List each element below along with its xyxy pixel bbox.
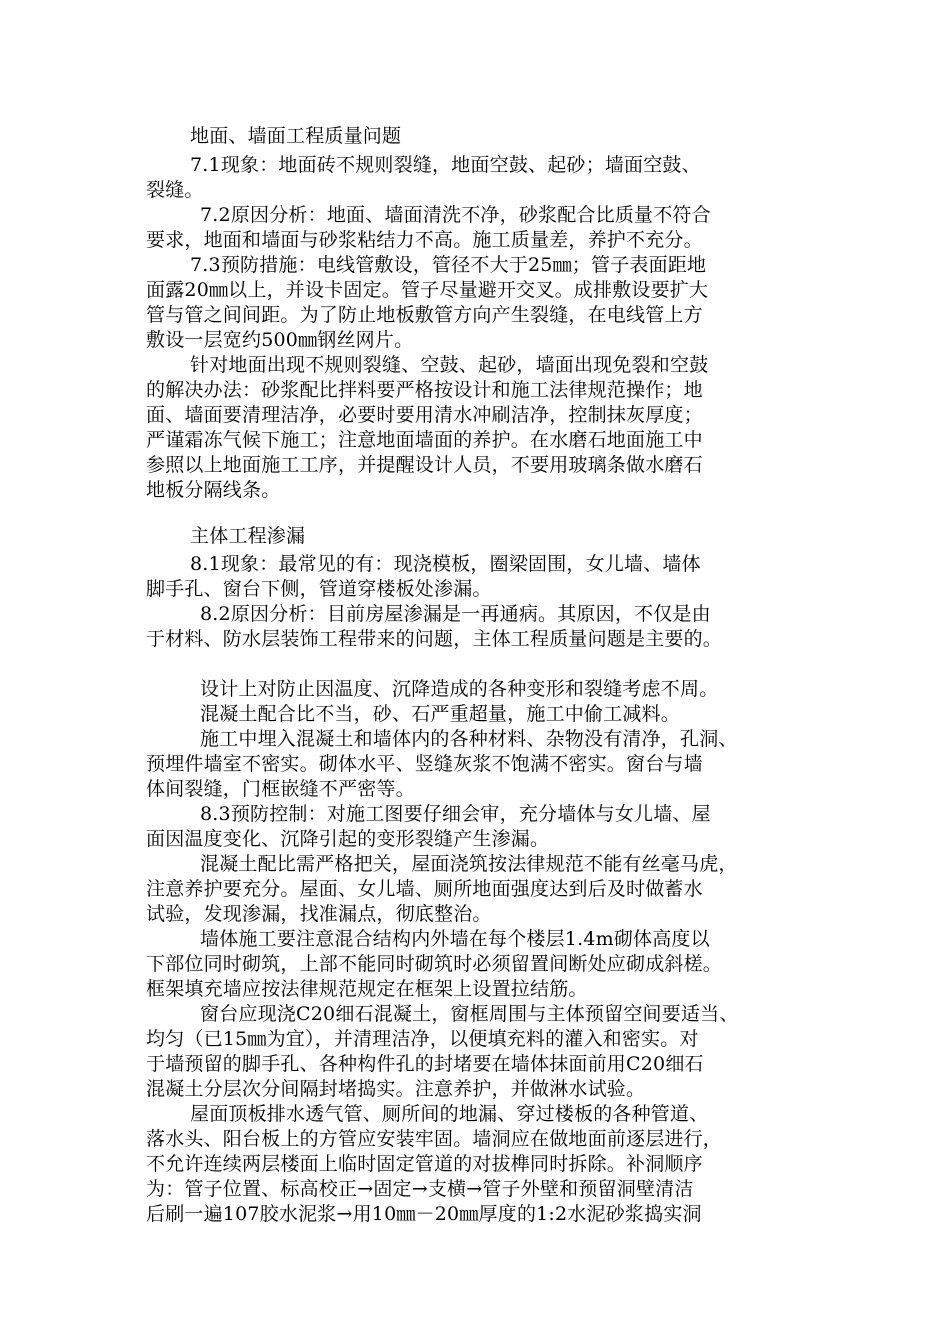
text-line: 管与管之间间距。为了防止地板敷管方向产生裂缝，在电线管上方 (146, 304, 703, 326)
text-line: 7.2原因分析：地面、墙面清洗不净，砂浆配合比质量不符合 (200, 204, 711, 226)
text-line: 的解决办法：砂浆配比拌料要严格按设计和施工法律规范操作；地 (146, 379, 703, 401)
text-line: 地板分隔线条。 (146, 479, 281, 501)
text-line: 混凝土配比需严格把关，屋面浇筑按法律规范不能有丝毫马虎， (200, 853, 738, 875)
text-line: 针对地面出现不规则裂缝、空鼓、起砂，墙面出现免裂和空鼓 (190, 354, 709, 376)
text-line: 7.3预防措施：电线管敷设，管径不大于25㎜；管子表面距地 (190, 254, 707, 276)
text-line: 窗台应现浇C20细石混凝土，窗框周围与主体预留空间要适当、 (200, 1003, 739, 1025)
text-line: 8.1现象：最常见的有：现浇模板，圈梁固围，女儿墙、墙体 (190, 553, 701, 575)
text-line: 混凝土配合比不当，砂、石严重超量，施工中偷工减料。 (200, 703, 681, 725)
text-line: 不允许连续两层楼面上临时固定管道的对拔榫同时拆除。补洞顺序 (146, 1153, 703, 1175)
text-line: 要求，地面和墙面与砂浆粘结力不高。施工质量差，养护不充分。 (146, 229, 703, 251)
text-line: 屋面顶板排水透气管、厕所间的地漏、穿过楼板的各种管道、 (190, 1103, 709, 1125)
section-heading: 地面、墙面工程质量问题 (190, 125, 402, 147)
text-line: 为：管子位置、标高校正→固定→支横→管子外壁和预留洞壁清洁 (146, 1178, 694, 1200)
text-line: 预埋件墙室不密实。砌体水平、竖缝灰浆不饱满不密实。窗台与墙 (146, 753, 703, 775)
text-line: 落水头、阳台板上的方管应安装牢固。墙洞应在做地面前逐层进行， (146, 1128, 723, 1150)
section-heading: 主体工程渗漏 (190, 525, 306, 547)
text-line: 7.1现象：地面砖不规则裂缝，地面空鼓、起砂；墙面空鼓、 (190, 154, 701, 176)
text-line: 严谨霜冻气候下施工；注意地面墙面的养护。在水磨石地面施工中 (146, 429, 703, 451)
text-line: 于材料、防水层装饰工程带来的问题，主体工程质量问题是主要的。 (146, 628, 723, 650)
text-line: 后刷一遍107胶水泥浆→用10㎜－20㎜厚度的1:2水泥砂浆捣实洞 (146, 1203, 702, 1225)
text-line: 均匀（已15㎜为宜），并清理洁净，以便填充料的灌入和密实。对 (146, 1028, 699, 1050)
text-line: 混凝土分层次分间隔封堵捣实。注意养护，并做淋水试验。 (146, 1078, 646, 1100)
text-line: 设计上对防止因温度、沉降造成的各种变形和裂缝考虑不周。 (200, 678, 719, 700)
text-line: 于墙预留的脚手孔、各种构件孔的封堵要在墙体抹面前用C20细石 (146, 1053, 704, 1075)
text-line: 面因温度变化、沉降引起的变形裂缝产生渗漏。 (146, 828, 550, 850)
text-line: 试验，发现渗漏，找准漏点，彻底整治。 (146, 903, 492, 925)
text-line: 注意养护要充分。屋面、女儿墙、厕所地面强度达到后及时做蓄水 (146, 878, 703, 900)
text-line: 裂缝。 (146, 179, 204, 201)
text-line: 面、墙面要清理洁净，必要时要用清水冲刷洁净，控制抹灰厚度； (146, 404, 703, 426)
text-line: 8.3预防控制：对施工图要仔细会审，充分墙体与女儿墙、屋 (200, 803, 711, 825)
text-line: 墙体施工要注意混合结构内外墙在每个楼层1.4m砌体高度以 (200, 928, 710, 950)
text-line: 下部位同时砌筑，上部不能同时砌筑时必须留置间断处应砌成斜槎。 (146, 953, 723, 975)
text-line: 8.2原因分析：目前房屋渗漏是一再通病。其原因，不仅是由 (200, 603, 711, 625)
text-line: 脚手孔、窗台下侧，管道穿楼板处渗漏。 (146, 578, 492, 600)
text-line: 施工中埋入混凝土和墙体内的各种材料、杂物没有清净，孔洞、 (200, 728, 738, 750)
text-line: 敷设一层宽约500㎜钢丝网片。 (146, 329, 414, 351)
text-line: 体间裂缝，门框嵌缝不严密等。 (146, 778, 415, 800)
text-line: 面露20㎜以上，并设卡固定。管子尽量避开交叉。成排敷设要扩大 (146, 279, 709, 301)
text-line: 框架填充墙应按法律规范规定在框架上设置拉结筋。 (146, 978, 588, 1000)
text-line: 参照以上地面施工工序，并提醒设计人员，不要用玻璃条做水磨石 (146, 454, 703, 476)
